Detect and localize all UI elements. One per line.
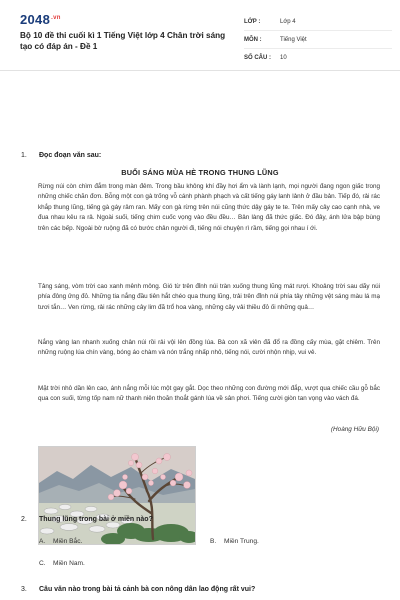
passage-paragraph: Rừng núi còn chìm đắm trong màn đêm. Trong bầu không khí đầy hơi ẩm và lành lạnh, mọi người đang ngon giấc trong những chiếc chăn đơn. Bỗng một con gà trống vỗ cánh phành phạch và cất tiếng gáy lanh lảnh ở đầu bản. Tiếp đó, rải rác khắp thung lũng, tiếng gà gáy râm ran. Mấy con gà rừng trên núi cũng thức dậy gáy te te. Trên mấy cây cao cạnh nhà, ve đua nhau kêu ra rả. Ngoài suối, tiếng chim cuốc vọng vào đều đều… Bản làng đã thức giấc. Đó đây, ánh lửa bập bùng trên các bếp. Ngoài bờ ruộng đã có bước chân người đi, tiếng nói chuyện rì rầm, tiếng gọi nhau í ới. — [38, 183, 380, 232]
question-number: 3. — [21, 586, 27, 593]
logo-text: 2048 — [20, 12, 51, 27]
question-text: Đọc đoạn văn sau: — [39, 152, 102, 159]
question-text: Thung lũng trong bài ở miền nào? — [39, 516, 153, 523]
meta-row-class — [244, 13, 392, 31]
option-letter: A. — [39, 538, 46, 545]
option-letter: B. — [210, 538, 217, 545]
landscape-illustration — [38, 446, 196, 545]
meta-row-count — [244, 49, 392, 66]
logo-suffix: .vn — [51, 14, 61, 21]
option-text: Miền Nam. — [53, 560, 85, 567]
answer-option-c[interactable] — [39, 560, 85, 567]
meta-key: SỐ CÂU : — [244, 54, 271, 61]
option-text: Miền Bắc. — [53, 538, 83, 545]
question-text: Câu văn nào trong bài tả cảnh bà con nông dân lao động rất vui? — [39, 586, 256, 593]
meta-table — [244, 13, 392, 66]
meta-value: 10 — [280, 54, 287, 61]
meta-value: Tiếng Việt — [280, 36, 307, 43]
answer-option-a[interactable] — [39, 538, 82, 545]
question-number: 1. — [21, 152, 27, 159]
meta-key: LỚP : — [244, 18, 261, 25]
passage-author: (Hoàng Hữu Bội) — [330, 426, 379, 433]
answer-option-b[interactable] — [210, 538, 259, 545]
meta-value: Lớp 4 — [280, 18, 296, 25]
option-text: Miền Trung. — [224, 538, 259, 545]
document-header — [0, 0, 400, 71]
passage-paragraph: Tảng sáng, vòm trời cao xanh mênh mông. Gió từ trên đỉnh núi tràn xuống thung lũng mát rượi. Khoảng trời sau dãy núi phía đông ửng đỏ. Những tia nắng đầu tiên hắt chéo qua thung lũng, trải trên đỉnh núi phía tây những vệt sáng màu lá mạ tươi tắn… Ven rừng, rải rác những cây lim đã trổ hoa vàng, những cây vải thiều đỏ ối những quả… — [38, 283, 380, 311]
passage-title: BUỔI SÁNG MÙA HÈ TRONG THUNG LŨNG — [121, 168, 279, 177]
option-letter: C. — [39, 560, 46, 567]
site-logo[interactable] — [20, 12, 61, 27]
meta-row-subject — [244, 31, 392, 49]
question-number: 2. — [21, 516, 27, 523]
passage-paragraph: Nắng vàng lan nhanh xuống chân núi rồi rải vội lên đồng lúa. Bà con xã viên đã đổ ra đồng cấy mùa, gặt chiêm. Trên những ruộng lúa chín vàng, bóng áo chàm và nón trắng nhấp nhô, tiếng nói, cười nhộn nhịp, vui vẻ. — [38, 339, 380, 357]
meta-key: MÔN : — [244, 36, 262, 43]
passage-paragraph: Mặt trời nhô dần lên cao, ánh nắng mỗi lúc một gay gắt. Dọc theo những con đường mới đắp, vượt qua chiếc cầu gỗ bắc qua con suối, từng tốp nam nữ thanh niên thoăn thoắt gánh lúa về sân phơi. Tiếng cười giòn tan vọng vào vách đá. — [38, 385, 380, 403]
document-title: Bộ 10 đề thi cuối kì 1 Tiếng Việt lớp 4 Chân trời sáng tạo có đáp án - Đề 1 — [20, 31, 226, 52]
